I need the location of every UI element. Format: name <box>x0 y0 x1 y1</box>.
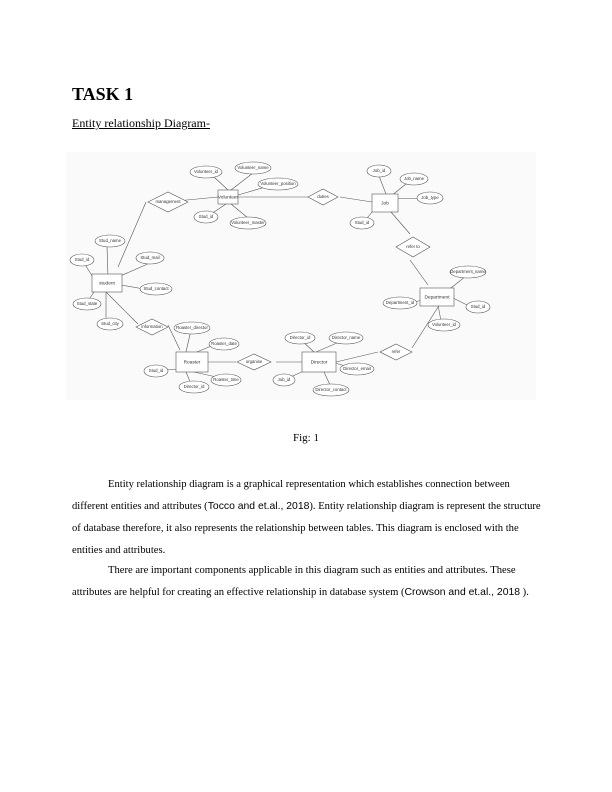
svg-text:Director_contact: Director_contact <box>315 387 347 393</box>
svg-text:Department_id: Department_id <box>385 300 415 306</box>
attr-roaster-stud-id <box>144 365 168 377</box>
relationship-organise <box>237 354 271 370</box>
svg-text:Department_name: Department_name <box>450 269 486 275</box>
attr-job-stud-id <box>350 217 374 229</box>
attr-volunteer-position <box>258 178 298 190</box>
svg-text:Stud_id: Stud_id <box>354 220 370 226</box>
svg-text:Director_id: Director_id <box>183 384 205 390</box>
svg-text:Stud_id: Stud_id <box>148 368 164 374</box>
svg-text:Director_email: Director_email <box>343 366 371 372</box>
svg-text:Job_type: Job_type <box>421 195 439 201</box>
svg-text:organise: organise <box>245 359 263 365</box>
svg-text:Stud_id: Stud_id <box>470 304 486 310</box>
relationship-information <box>136 319 168 335</box>
svg-text:Roaster_director: Roaster_director <box>176 325 208 331</box>
svg-text:Job_id: Job_id <box>277 377 291 383</box>
attr-stud-id <box>70 254 94 266</box>
svg-text:Volunteer_position: Volunteer_position <box>260 181 296 187</box>
svg-text:Volunteer_name: Volunteer_name <box>237 165 269 171</box>
svg-text:duties: duties <box>317 194 329 200</box>
attr-director-contact <box>313 384 349 396</box>
figure-caption: Fig: 1 <box>293 432 319 444</box>
citation-tocco: Tocco and et.al., 2018 <box>207 501 310 512</box>
svg-text:Volunteer_id: Volunteer_id <box>194 169 218 175</box>
er-diagram-svg <box>66 152 536 400</box>
svg-text:Job_name: Job_name <box>403 176 425 182</box>
svg-text:management: management <box>155 199 181 205</box>
entity-student <box>92 274 122 292</box>
relationship-duties <box>308 189 338 205</box>
attr-director-name <box>329 332 363 344</box>
svg-text:refer to: refer to <box>406 244 420 250</box>
svg-text:Stud_state: Stud_state <box>76 301 98 307</box>
attr-job-name <box>400 173 428 185</box>
svg-text:Stud_id: Stud_id <box>74 257 90 263</box>
attr-department-name <box>450 266 486 278</box>
attr-volunteer-id <box>190 166 222 178</box>
svg-text:Volunteer: Volunteer <box>217 195 239 201</box>
svg-text:Roaster_time: Roaster_time <box>213 377 239 383</box>
citation-crowson: Crowson and et.al., 2018 <box>404 587 521 598</box>
entity-director <box>302 352 336 372</box>
relationship-management <box>148 192 188 212</box>
attr-department-volunteer-id <box>428 319 460 331</box>
svg-text:Director: Director <box>310 360 328 366</box>
attr-roaster-time <box>211 374 241 386</box>
svg-text:information: information <box>141 324 163 330</box>
attr-director-email <box>340 363 374 375</box>
attr-department-stud-id <box>466 301 490 313</box>
entity-job <box>372 194 398 212</box>
svg-text:student: student <box>99 281 115 287</box>
svg-text:Stud_mail: Stud_mail <box>140 255 160 261</box>
attr-volunteer-name <box>235 162 271 174</box>
attr-volunteer-master <box>230 217 266 229</box>
er-diagram <box>66 152 536 400</box>
svg-text:Roaster: Roaster <box>183 360 201 366</box>
attr-stud-name <box>95 235 125 247</box>
svg-text:Director_id: Director_id <box>289 335 311 341</box>
paragraph-2: There are important components applicable in this diagram such as entities and attributes. These attributes are helpful for creating an effective relationship in database system (Crowson and et.al., 2018 ). <box>72 565 529 598</box>
page-title: TASK 1 <box>72 84 134 104</box>
svg-text:Stud_contact: Stud_contact <box>143 286 169 292</box>
svg-text:Stud_id: Stud_id <box>198 214 214 220</box>
svg-text:Volunteer_id: Volunteer_id <box>432 322 456 328</box>
attr-director-id <box>285 332 315 344</box>
svg-text:Job_id: Job_id <box>372 168 386 174</box>
relationship-refer <box>380 344 412 360</box>
svg-text:Job: Job <box>381 201 389 207</box>
section-subtitle: Entity relationship Diagram- <box>72 116 210 130</box>
attr-stud-contact <box>140 283 172 295</box>
paragraph-1: Entity relationship diagram is a graphical representation which establishes connection between different entities and attributes (Tocco and et.al., 2018). Entity relationship diagram is represent the structure of database therefore, it also represents the relationship between tables. This diagram is enclosed with the entities and attributes. <box>72 479 541 556</box>
attr-job-type <box>417 192 443 204</box>
attr-roaster-date <box>209 338 239 350</box>
entity-volunteer <box>218 190 239 204</box>
attr-roaster-director <box>174 322 210 334</box>
svg-text:Stud_city: Stud_city <box>101 321 119 327</box>
attr-volunteer-stud-id <box>194 211 218 223</box>
attr-stud-mail <box>136 252 164 264</box>
svg-text:Roaster_date: Roaster_date <box>211 341 237 347</box>
attr-stud-state <box>73 298 101 310</box>
svg-text:Director_name: Director_name <box>331 335 361 341</box>
attr-job-id <box>367 165 391 177</box>
relationship-refer-to <box>396 237 430 257</box>
svg-text:Department: Department <box>424 295 450 301</box>
entity-department <box>420 288 454 306</box>
entity-roaster <box>176 352 208 372</box>
svg-text:Volunteer_master: Volunteer_master <box>231 220 265 226</box>
svg-text:refer: refer <box>391 349 401 355</box>
attr-stud-city <box>97 318 123 330</box>
attr-roaster-director-id <box>179 381 209 393</box>
attr-director-job-id <box>273 374 295 386</box>
svg-text:Stud_name: Stud_name <box>99 238 121 244</box>
attr-department-id <box>383 297 417 309</box>
